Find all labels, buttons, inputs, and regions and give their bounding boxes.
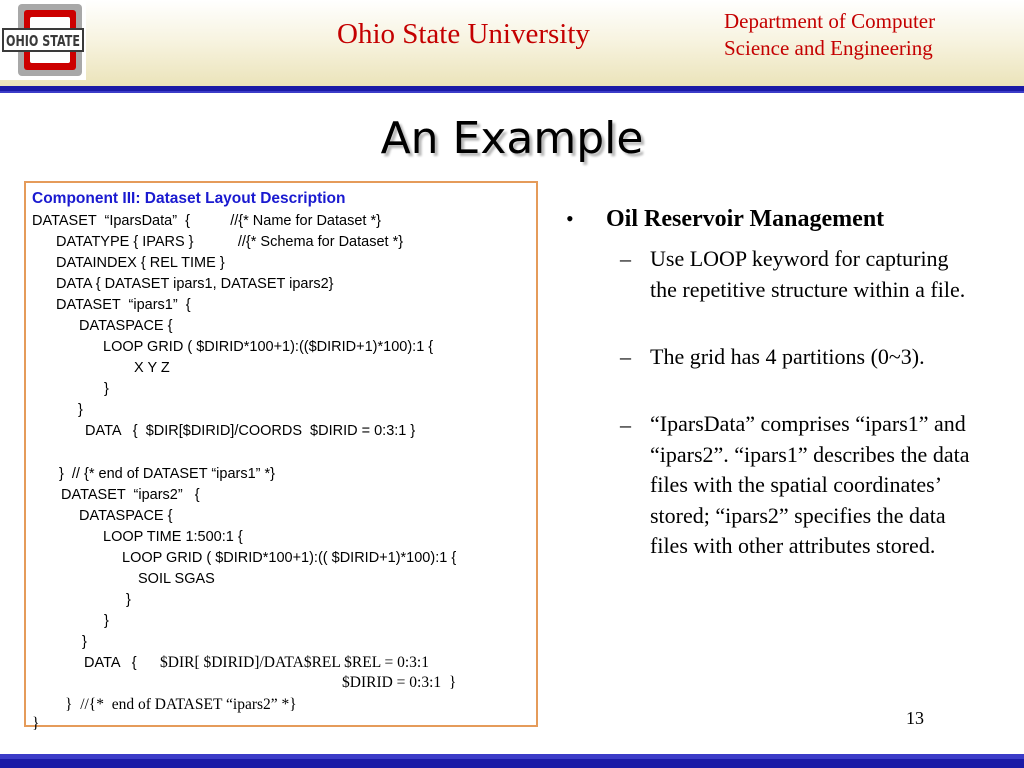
sub-bullet-text: The grid has 4 partitions (0~3).: [650, 344, 925, 369]
department-line-1: Department of Computer: [724, 9, 936, 33]
code-line: DATASET “ipars1” {: [56, 297, 191, 313]
code-line: LOOP TIME 1:500:1 {: [103, 529, 243, 545]
code-line: DATASPACE {: [79, 318, 173, 334]
code-line: LOOP GRID ( $DIRID*100+1):(( $DIRID+1)*100):1 {: [122, 550, 457, 566]
code-line: SOIL SGAS: [138, 571, 215, 587]
slide-title: An Example: [380, 113, 644, 164]
code-line: }: [32, 715, 40, 732]
code-line: DATASET “IparsData” { //{* Name for Dataset *}: [32, 213, 381, 229]
code-line: }: [78, 402, 83, 418]
page-number: 13: [906, 708, 924, 728]
code-line: DATASPACE {: [79, 508, 173, 524]
code-line: } // {* end of DATASET “ipars1” *}: [59, 466, 275, 482]
sub-bullet-text: Use LOOP keyword for capturing the repetitive structure within a file.: [650, 246, 966, 302]
university-name: Ohio State University: [337, 18, 590, 50]
code-line: DATAINDEX { REL TIME }: [56, 255, 225, 271]
code-line: DATATYPE { IPARS } //{* Schema for Dataset *}: [56, 234, 404, 250]
code-line: DATA { DATASET ipars1, DATASET ipars2}: [56, 276, 334, 292]
code-line: $DIR[ $DIRID]/DATA$REL $REL = 0:3:1: [160, 654, 429, 671]
code-box-heading: Component III: Dataset Layout Description: [32, 190, 346, 207]
dataset-layout-code-box: [24, 181, 538, 732]
sub-bullet-dash: –: [620, 412, 631, 437]
department-name: [724, 8, 935, 62]
footer-band: [0, 759, 1024, 768]
code-line: }: [82, 634, 87, 650]
ohio-state-logo-icon: [0, 0, 86, 80]
code-line: }: [104, 381, 109, 397]
code-line: $DIRID = 0:3:1 }: [342, 674, 457, 691]
header-divider-secondary: [0, 91, 1024, 93]
code-line: DATA { $DIR[$DIRID]/COORDS $DIRID = 0:3:1 }: [85, 423, 416, 439]
header-band: [0, 0, 1024, 93]
code-line: }: [104, 613, 109, 629]
bullet-marker: •: [566, 206, 574, 231]
bullet-main-text: Oil Reservoir Management: [606, 206, 885, 232]
code-line: DATASET “ipars2” {: [61, 487, 200, 503]
code-line: LOOP GRID ( $DIRID*100+1):(($DIRID+1)*100):1 {: [103, 339, 434, 355]
sub-bullet-text: “IparsData” comprises “ipars1” and “ipars2”. “ipars1” describes the data files with the spatial coordinates’ stored; “ipars2” specifies the data files with other attributes stored.: [650, 411, 970, 558]
sub-bullet-dash: –: [620, 344, 631, 369]
code-line: } //{* end of DATASET “ipars2” *}: [65, 696, 297, 713]
svg-text:OHIO STATE: OHIO STATE: [6, 32, 80, 50]
code-line: X Y Z: [134, 360, 170, 376]
sub-bullet-dash: –: [620, 246, 631, 271]
code-line: }: [126, 592, 131, 608]
code-line: DATA {: [84, 655, 137, 671]
department-line-2: Science and Engineering: [724, 36, 933, 60]
